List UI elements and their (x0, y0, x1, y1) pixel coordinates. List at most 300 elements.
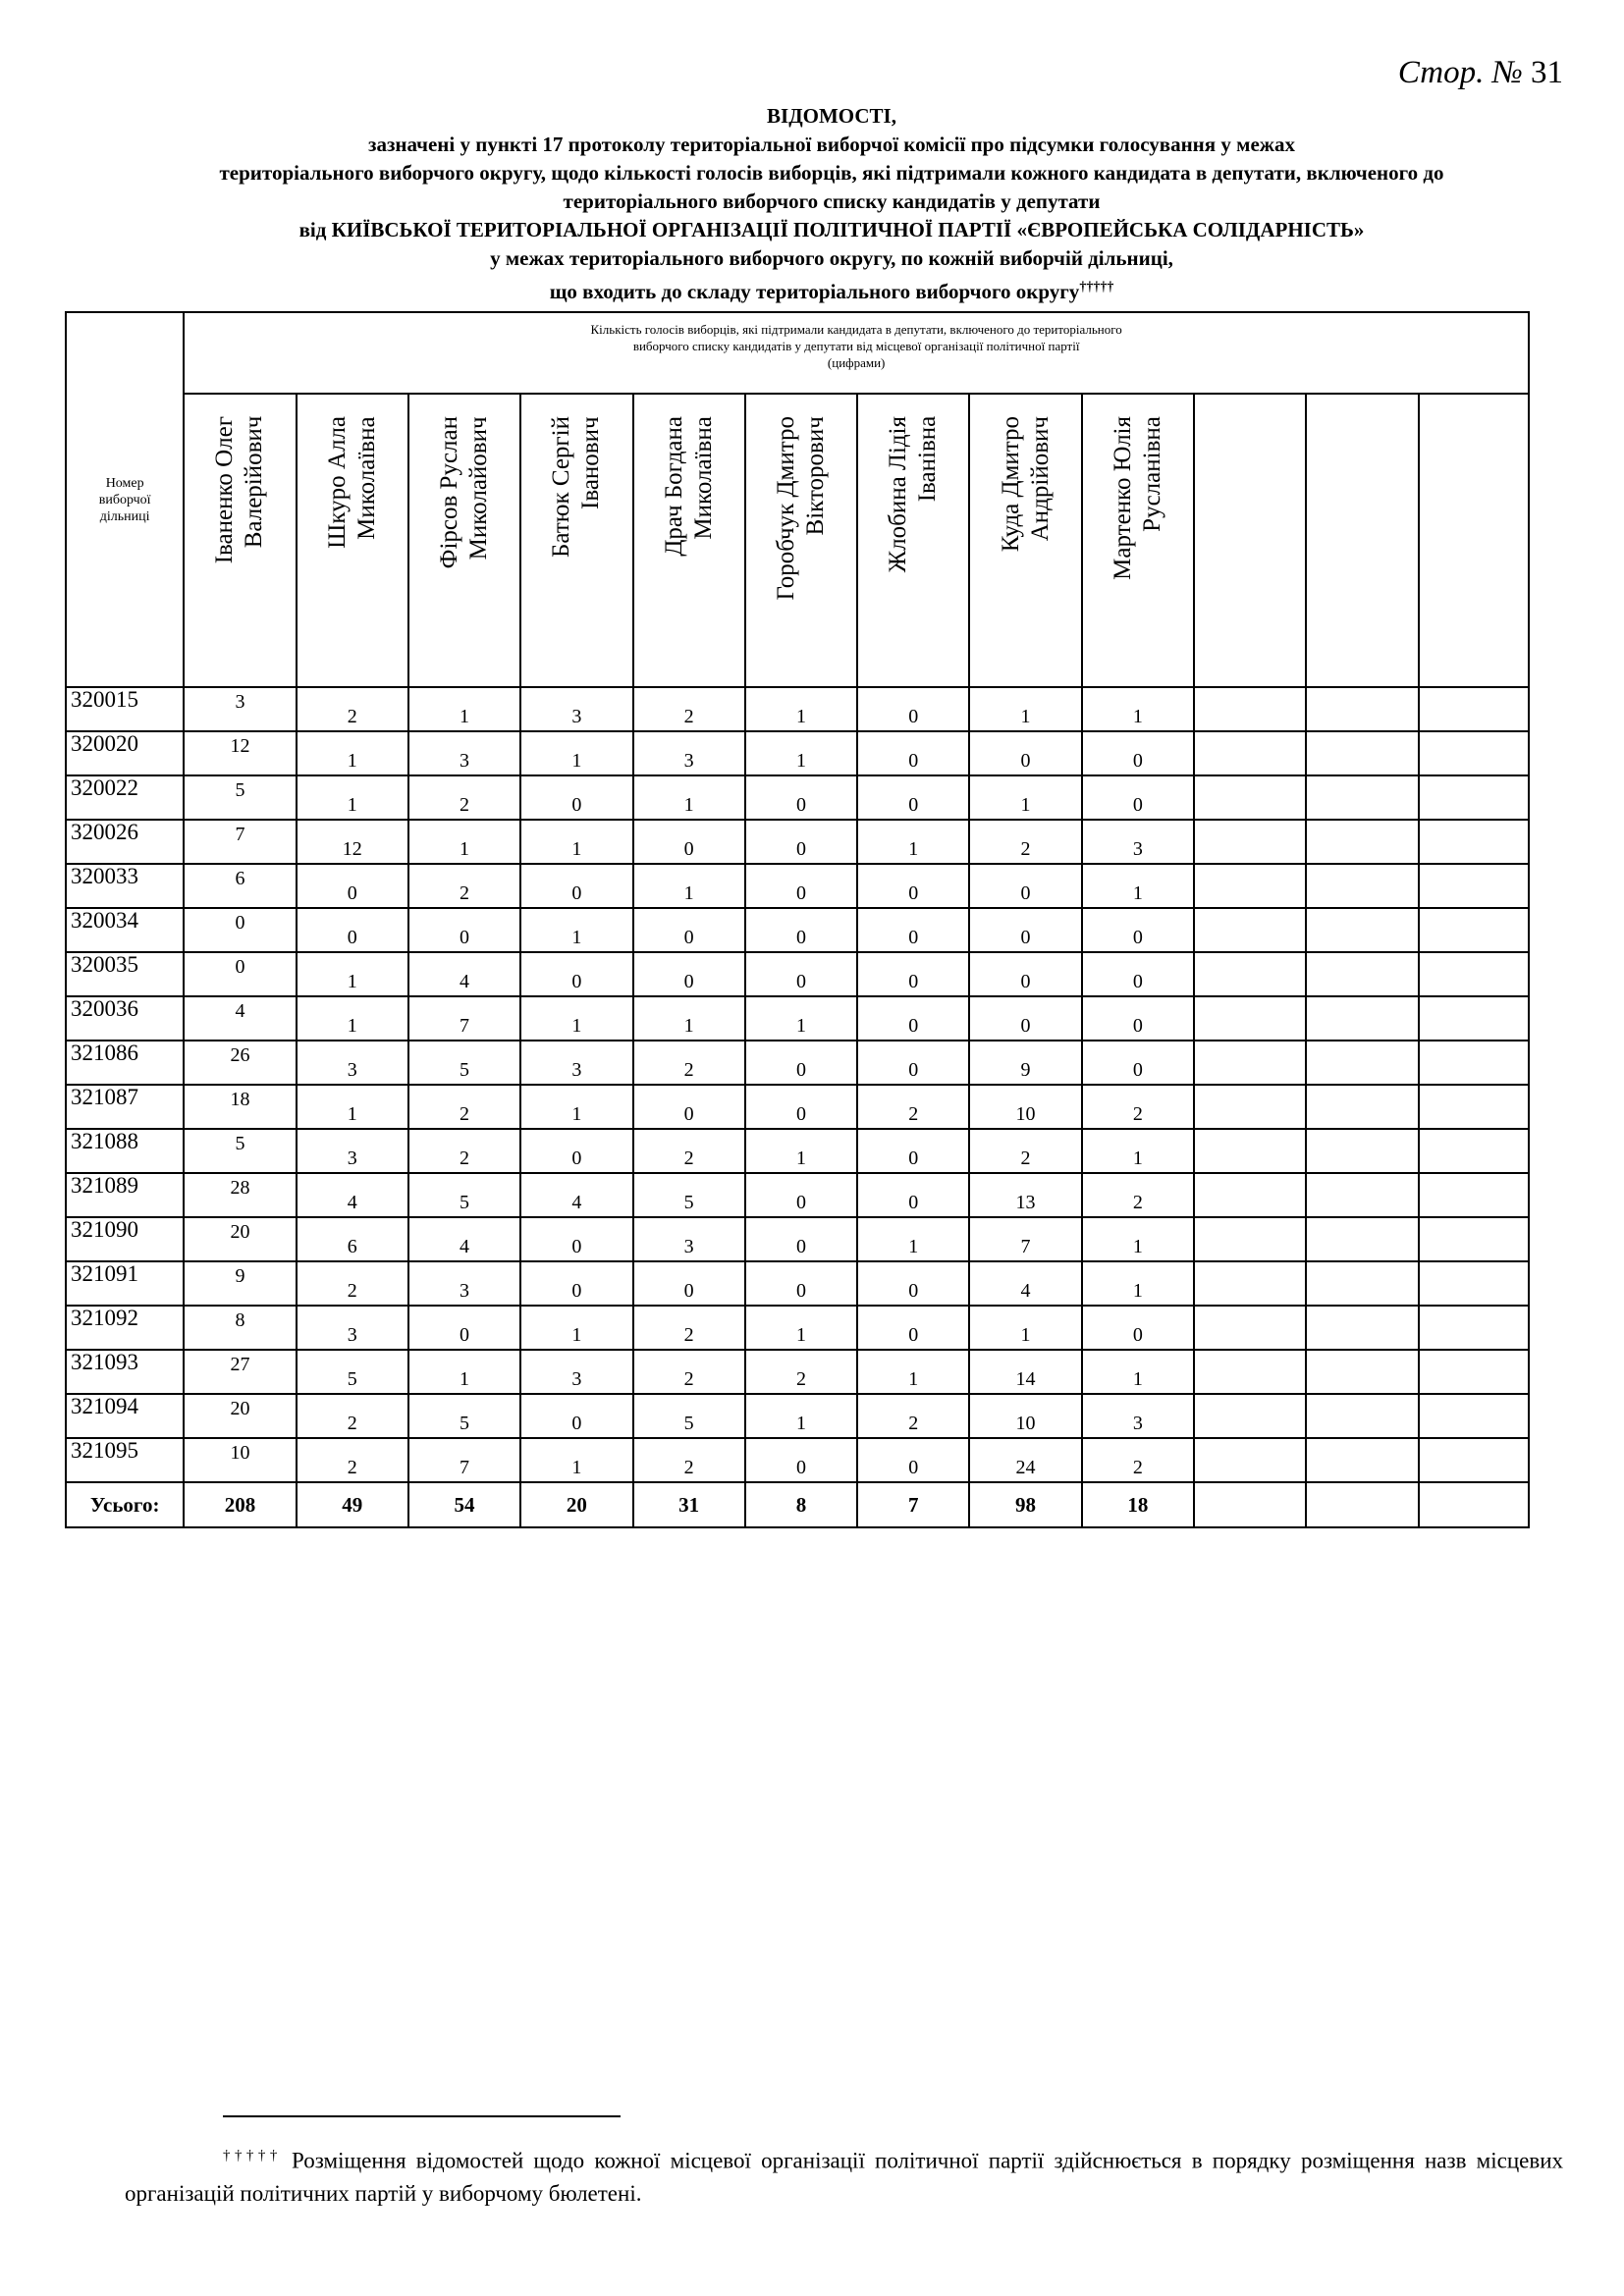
vote-count-cell: 3 (633, 731, 745, 775)
vote-count-cell: 5 (184, 775, 296, 820)
precinct-number: 320036 (66, 996, 184, 1041)
empty-cell (1194, 1438, 1306, 1482)
vote-count-cell: 0 (745, 1261, 857, 1306)
vote-count-cell: 1 (745, 731, 857, 775)
vote-count-cell: 7 (184, 820, 296, 864)
vote-count-cell: 12 (184, 731, 296, 775)
vote-count-cell: 3 (520, 687, 632, 731)
vote-count-cell: 2 (1082, 1085, 1194, 1129)
precinct-number: 321094 (66, 1394, 184, 1438)
vote-count-cell: 0 (857, 775, 969, 820)
vote-count-cell: 0 (745, 1173, 857, 1217)
vote-count-cell: 0 (1082, 996, 1194, 1041)
empty-cell (1419, 864, 1529, 908)
candidate-name-line: Андрійович (1026, 416, 1054, 542)
empty-cell (1419, 996, 1529, 1041)
vote-count-cell: 1 (297, 1085, 408, 1129)
vote-count-cell: 27 (184, 1350, 296, 1394)
candidate-name-line: Іваненко Олег (211, 416, 239, 564)
vote-count-cell: 10 (969, 1085, 1081, 1129)
candidate-name-line: Русланівна (1138, 416, 1165, 532)
vote-count-cell: 24 (969, 1438, 1081, 1482)
candidate-name (323, 416, 382, 549)
empty-cell (1419, 775, 1529, 820)
empty-cell (1419, 1173, 1529, 1217)
candidate-header (1082, 394, 1194, 687)
vote-count-cell: 5 (408, 1173, 520, 1217)
table-row (66, 908, 1529, 952)
candidate-name (772, 416, 831, 600)
vote-count-cell: 0 (857, 687, 969, 731)
vote-count-cell: 4 (969, 1261, 1081, 1306)
vote-count-cell: 1 (1082, 1261, 1194, 1306)
table-row (66, 775, 1529, 820)
corner-label-line: виборчої (98, 492, 151, 507)
empty-cell (1419, 952, 1529, 996)
vote-count-cell: 2 (297, 1261, 408, 1306)
vote-count-cell: 1 (297, 775, 408, 820)
vote-count-cell: 1 (633, 864, 745, 908)
vote-count-cell: 0 (520, 864, 632, 908)
vote-count-cell: 2 (633, 1041, 745, 1085)
vote-count-cell: 18 (184, 1085, 296, 1129)
table-row (66, 731, 1529, 775)
vote-count-cell: 2 (633, 1129, 745, 1173)
vote-count-cell: 0 (857, 1261, 969, 1306)
candidate-name-line: Батюк Сергій (548, 416, 575, 558)
vote-count-cell: 10 (969, 1394, 1081, 1438)
group-header-line: виборчого списку кандидатів у депутати від місцевої організації політичної партії (632, 339, 1080, 353)
vote-count-cell: 1 (969, 775, 1081, 820)
vote-count-cell: 3 (297, 1041, 408, 1085)
precinct-number: 320034 (66, 908, 184, 952)
empty-cell (1194, 952, 1306, 996)
vote-count-cell: 0 (520, 952, 632, 996)
empty-cell (1419, 820, 1529, 864)
vote-count-cell: 0 (520, 1217, 632, 1261)
vote-count-cell: 0 (745, 908, 857, 952)
vote-count-cell: 3 (297, 1306, 408, 1350)
vote-count-cell: 0 (857, 731, 969, 775)
candidate-name-line: Вікторович (801, 416, 829, 536)
precinct-number: 321095 (66, 1438, 184, 1482)
corner-label-line: Номер (105, 475, 144, 491)
vote-count-cell: 1 (745, 996, 857, 1041)
vote-count-cell: 10 (184, 1438, 296, 1482)
precinct-number: 320015 (66, 687, 184, 731)
vote-count-cell: 0 (745, 1085, 857, 1129)
vote-count-cell: 0 (1082, 775, 1194, 820)
vote-count-cell: 0 (857, 908, 969, 952)
candidate-name (210, 416, 269, 563)
vote-count-cell: 13 (969, 1173, 1081, 1217)
heading-line: територіального виборчого списку кандидатів у депутати (563, 189, 1101, 213)
vote-count-cell: 0 (969, 908, 1081, 952)
vote-count-cell: 1 (520, 996, 632, 1041)
vote-count-cell: 0 (745, 1041, 857, 1085)
vote-count-cell: 0 (857, 864, 969, 908)
vote-count-cell: 2 (297, 687, 408, 731)
heading-line: у межах територіального виборчого округу, по кожній виборчій дільниці, (490, 246, 1173, 270)
candidate-name-wrap (521, 395, 631, 686)
vote-count-cell: 1 (520, 731, 632, 775)
vote-count-cell: 1 (297, 996, 408, 1041)
vote-count-cell: 3 (297, 1129, 408, 1173)
vote-count-cell: 4 (520, 1173, 632, 1217)
total-value: 7 (857, 1482, 969, 1527)
vote-count-cell: 0 (745, 864, 857, 908)
precinct-number: 320035 (66, 952, 184, 996)
total-value: 98 (969, 1482, 1081, 1527)
table-row (66, 687, 1529, 731)
candidate-name-wrap (1083, 395, 1193, 686)
empty-cell (1419, 1306, 1529, 1350)
total-value: 54 (408, 1482, 520, 1527)
vote-count-cell: 1 (1082, 1350, 1194, 1394)
vote-count-cell: 0 (184, 908, 296, 952)
vote-count-cell: 0 (745, 820, 857, 864)
vote-count-cell: 1 (408, 1350, 520, 1394)
vote-count-cell: 2 (1082, 1438, 1194, 1482)
vote-count-cell: 5 (408, 1394, 520, 1438)
vote-count-cell: 0 (969, 996, 1081, 1041)
vote-count-cell: 0 (297, 908, 408, 952)
footnote (125, 2140, 1563, 2210)
empty-cell (1194, 687, 1306, 731)
results-table-body (66, 687, 1529, 1527)
vote-count-cell: 1 (520, 1438, 632, 1482)
vote-count-cell: 0 (1082, 1306, 1194, 1350)
vote-count-cell: 1 (297, 731, 408, 775)
vote-count-cell: 0 (408, 1306, 520, 1350)
heading-line: територіального виборчого округу, щодо кількості голосів виборців, які підтримали кожного кандидата в депутати, включеного до (219, 161, 1444, 185)
vote-count-cell: 0 (857, 1306, 969, 1350)
vote-count-cell: 0 (1082, 952, 1194, 996)
vote-count-cell: 0 (857, 1041, 969, 1085)
candidate-name (884, 416, 943, 572)
table-row (66, 1394, 1529, 1438)
candidate-name-line: Миколаївна (352, 416, 380, 540)
vote-count-cell: 2 (633, 1438, 745, 1482)
vote-count-cell: 2 (633, 687, 745, 731)
empty-cell (1419, 1394, 1529, 1438)
empty-cell (1419, 1482, 1529, 1527)
vote-count-cell: 1 (297, 952, 408, 996)
empty-cell (1306, 864, 1418, 908)
empty-cell (1194, 1217, 1306, 1261)
vote-count-cell: 1 (1082, 687, 1194, 731)
vote-count-cell: 6 (184, 864, 296, 908)
vote-count-cell: 1 (1082, 1129, 1194, 1173)
candidate-name-wrap (858, 395, 968, 686)
vote-count-cell: 4 (297, 1173, 408, 1217)
candidate-name-wrap (746, 395, 856, 686)
vote-count-cell: 0 (969, 864, 1081, 908)
table-row (66, 820, 1529, 864)
vote-count-cell: 0 (969, 731, 1081, 775)
empty-cell (1306, 952, 1418, 996)
vote-count-cell: 3 (408, 1261, 520, 1306)
vote-count-cell: 1 (745, 1129, 857, 1173)
empty-cell (1194, 864, 1306, 908)
vote-count-cell: 3 (520, 1041, 632, 1085)
vote-count-cell: 1 (1082, 864, 1194, 908)
vote-count-cell: 3 (1082, 1394, 1194, 1438)
precinct-column-header (66, 312, 184, 687)
candidate-name-line: Драч Богдана (660, 416, 687, 557)
vote-count-cell: 4 (184, 996, 296, 1041)
candidate-name (547, 416, 606, 558)
precinct-number: 321088 (66, 1129, 184, 1173)
vote-count-cell: 2 (633, 1350, 745, 1394)
vote-count-cell: 3 (1082, 820, 1194, 864)
vote-count-cell: 0 (857, 952, 969, 996)
table-row (66, 1041, 1529, 1085)
heading-line: від КИЇВСЬКОЇ ТЕРИТОРІАЛЬНОЇ ОРГАНІЗАЦІЇ ПОЛІТИЧНОЇ ПАРТІЇ «ЄВРОПЕЙСЬКА СОЛІДАРНІСТЬ» (298, 218, 1365, 241)
candidate-name-line: Валерійович (241, 416, 268, 549)
empty-cell (1306, 1438, 1418, 1482)
empty-cell (1194, 1306, 1306, 1350)
empty-cell (1306, 1482, 1418, 1527)
vote-count-cell: 1 (408, 687, 520, 731)
vote-count-cell: 5 (408, 1041, 520, 1085)
total-value: 20 (520, 1482, 632, 1527)
vote-count-cell: 2 (745, 1350, 857, 1394)
vote-count-cell: 9 (184, 1261, 296, 1306)
precinct-number: 321091 (66, 1261, 184, 1306)
vote-count-cell: 1 (745, 1306, 857, 1350)
empty-cell (1194, 1173, 1306, 1217)
group-header-line: (цифрами) (827, 355, 886, 370)
empty-candidate-header (1194, 394, 1306, 687)
total-value: 31 (633, 1482, 745, 1527)
vote-count-cell: 1 (857, 1217, 969, 1261)
vote-count-cell: 2 (297, 1394, 408, 1438)
precinct-number: 321087 (66, 1085, 184, 1129)
empty-cell (1419, 1217, 1529, 1261)
empty-cell (1306, 1261, 1418, 1306)
empty-cell (1194, 1482, 1306, 1527)
table-row (66, 1173, 1529, 1217)
vote-count-cell: 1 (520, 820, 632, 864)
vote-count-cell: 26 (184, 1041, 296, 1085)
precinct-number: 321093 (66, 1350, 184, 1394)
precinct-number: 321089 (66, 1173, 184, 1217)
candidate-header (520, 394, 632, 687)
candidate-name-line: Миколаївна (689, 416, 717, 540)
vote-count-cell: 7 (969, 1217, 1081, 1261)
heading-line-last (118, 273, 1545, 306)
empty-cell (1419, 731, 1529, 775)
vote-count-cell: 0 (633, 952, 745, 996)
vote-count-cell: 2 (969, 1129, 1081, 1173)
vote-count-cell: 12 (297, 820, 408, 864)
precinct-number: 320020 (66, 731, 184, 775)
vote-count-cell: 0 (969, 952, 1081, 996)
vote-count-cell: 8 (184, 1306, 296, 1350)
table-row (66, 996, 1529, 1041)
footnote-reference-mark: ††††† (1079, 280, 1114, 294)
vote-count-cell: 0 (297, 864, 408, 908)
empty-cell (1419, 1350, 1529, 1394)
candidate-header (633, 394, 745, 687)
vote-count-cell: 0 (633, 820, 745, 864)
heading-line: що входить до складу територіального виборчого округу (549, 280, 1080, 303)
precinct-number: 320033 (66, 864, 184, 908)
candidate-name-line: Мартенко Юлія (1109, 416, 1136, 580)
page-number-value: 31 (1531, 55, 1563, 90)
empty-cell (1306, 908, 1418, 952)
vote-count-cell: 2 (857, 1085, 969, 1129)
vote-count-cell: 0 (745, 952, 857, 996)
empty-cell (1306, 996, 1418, 1041)
precinct-number: 321090 (66, 1217, 184, 1261)
vote-count-cell: 0 (857, 1438, 969, 1482)
vote-count-cell: 0 (745, 775, 857, 820)
vote-count-cell: 4 (408, 952, 520, 996)
candidate-header-row (66, 394, 1529, 687)
candidate-name (660, 416, 719, 557)
vote-count-cell: 0 (633, 1085, 745, 1129)
vote-count-cell: 2 (408, 1085, 520, 1129)
empty-cell (1306, 1217, 1418, 1261)
empty-cell (1194, 1394, 1306, 1438)
page-number-label: Стор. № (1397, 55, 1523, 90)
empty-cell (1306, 1394, 1418, 1438)
total-value: 208 (184, 1482, 296, 1527)
vote-count-cell: 2 (408, 775, 520, 820)
vote-count-cell: 4 (408, 1217, 520, 1261)
table-row (66, 1085, 1529, 1129)
table-row (66, 864, 1529, 908)
candidate-name-line: Жлобина Лідія (885, 416, 912, 573)
empty-cell (1306, 820, 1418, 864)
heading-line: зазначені у пункті 17 протоколу територіальної виборчої комісії про підсумки голосування у межах (368, 133, 1295, 156)
vote-count-cell: 1 (745, 687, 857, 731)
precinct-number: 320026 (66, 820, 184, 864)
vote-count-cell: 0 (857, 1173, 969, 1217)
candidate-header (408, 394, 520, 687)
vote-count-cell: 1 (633, 996, 745, 1041)
vote-count-cell: 1 (408, 820, 520, 864)
vote-count-cell: 0 (1082, 731, 1194, 775)
vote-count-cell: 2 (969, 820, 1081, 864)
empty-cell (1306, 1306, 1418, 1350)
footnote-text: Розміщення відомостей щодо кожної місцевої організації політичної партії здійснюється в порядку розміщення назв місцевих організацій політичних партій у виборчому бюлетені. (125, 2148, 1563, 2206)
precinct-number: 320022 (66, 775, 184, 820)
corner-label-line: дільниці (99, 508, 150, 524)
vote-count-cell: 2 (297, 1438, 408, 1482)
empty-cell (1194, 820, 1306, 864)
empty-cell (1419, 1085, 1529, 1129)
vote-count-cell: 0 (520, 775, 632, 820)
empty-cell (1194, 996, 1306, 1041)
empty-candidate-header (1419, 394, 1529, 687)
vote-count-cell: 5 (297, 1350, 408, 1394)
vote-count-cell: 0 (520, 1129, 632, 1173)
total-label: Усього: (66, 1482, 184, 1527)
empty-cell (1306, 775, 1418, 820)
table-row (66, 1217, 1529, 1261)
results-table (65, 311, 1530, 1528)
empty-cell (1419, 1129, 1529, 1173)
page-number (1398, 55, 1563, 91)
empty-cell (1306, 1173, 1418, 1217)
candidate-name-line: Іванівна (914, 416, 942, 503)
empty-cell (1306, 1085, 1418, 1129)
candidate-name-line: Миколайович (465, 416, 493, 560)
empty-cell (1306, 687, 1418, 731)
candidate-header (857, 394, 969, 687)
candidate-name-wrap (409, 395, 519, 686)
vote-count-cell: 1 (857, 1350, 969, 1394)
vote-count-cell: 0 (1082, 908, 1194, 952)
vote-count-cell: 2 (1082, 1173, 1194, 1217)
candidate-header (969, 394, 1081, 687)
vote-count-cell: 1 (969, 687, 1081, 731)
vote-count-cell: 2 (633, 1306, 745, 1350)
vote-count-cell: 2 (857, 1394, 969, 1438)
vote-count-cell: 9 (969, 1041, 1081, 1085)
vote-count-cell: 1 (1082, 1217, 1194, 1261)
empty-cell (1306, 731, 1418, 775)
vote-count-cell: 5 (184, 1129, 296, 1173)
vote-count-cell: 3 (184, 687, 296, 731)
total-value: 18 (1082, 1482, 1194, 1527)
vote-count-cell: 20 (184, 1394, 296, 1438)
vote-count-cell: 0 (408, 908, 520, 952)
votes-group-header (184, 312, 1529, 394)
vote-count-cell: 1 (745, 1394, 857, 1438)
vote-count-cell: 0 (745, 1217, 857, 1261)
candidate-name-wrap (185, 395, 295, 686)
candidate-header (184, 394, 296, 687)
vote-count-cell: 0 (520, 1394, 632, 1438)
candidate-name-wrap (970, 395, 1080, 686)
candidate-name-wrap (298, 395, 407, 686)
empty-cell (1194, 908, 1306, 952)
empty-cell (1419, 1261, 1529, 1306)
footnote-divider (223, 2115, 621, 2117)
empty-cell (1419, 687, 1529, 731)
vote-count-cell: 0 (520, 1261, 632, 1306)
candidate-name-line: Іванович (577, 416, 605, 509)
table-row (66, 1438, 1529, 1482)
vote-count-cell: 7 (408, 1438, 520, 1482)
vote-count-cell: 1 (520, 1085, 632, 1129)
vote-count-cell: 0 (633, 908, 745, 952)
vote-count-cell: 3 (520, 1350, 632, 1394)
vote-count-cell: 6 (297, 1217, 408, 1261)
empty-cell (1194, 1350, 1306, 1394)
empty-cell (1194, 1129, 1306, 1173)
empty-cell (1194, 775, 1306, 820)
document-heading (118, 102, 1545, 306)
candidate-name (1109, 416, 1167, 580)
empty-cell (1194, 1261, 1306, 1306)
total-row (66, 1482, 1529, 1527)
empty-cell (1419, 1041, 1529, 1085)
total-value: 8 (745, 1482, 857, 1527)
empty-cell (1306, 1129, 1418, 1173)
table-row (66, 1306, 1529, 1350)
vote-count-cell: 0 (1082, 1041, 1194, 1085)
table-row (66, 1129, 1529, 1173)
empty-cell (1306, 1041, 1418, 1085)
candidate-header (745, 394, 857, 687)
footnote-mark: ††††† (223, 2148, 282, 2163)
empty-cell (1194, 1041, 1306, 1085)
